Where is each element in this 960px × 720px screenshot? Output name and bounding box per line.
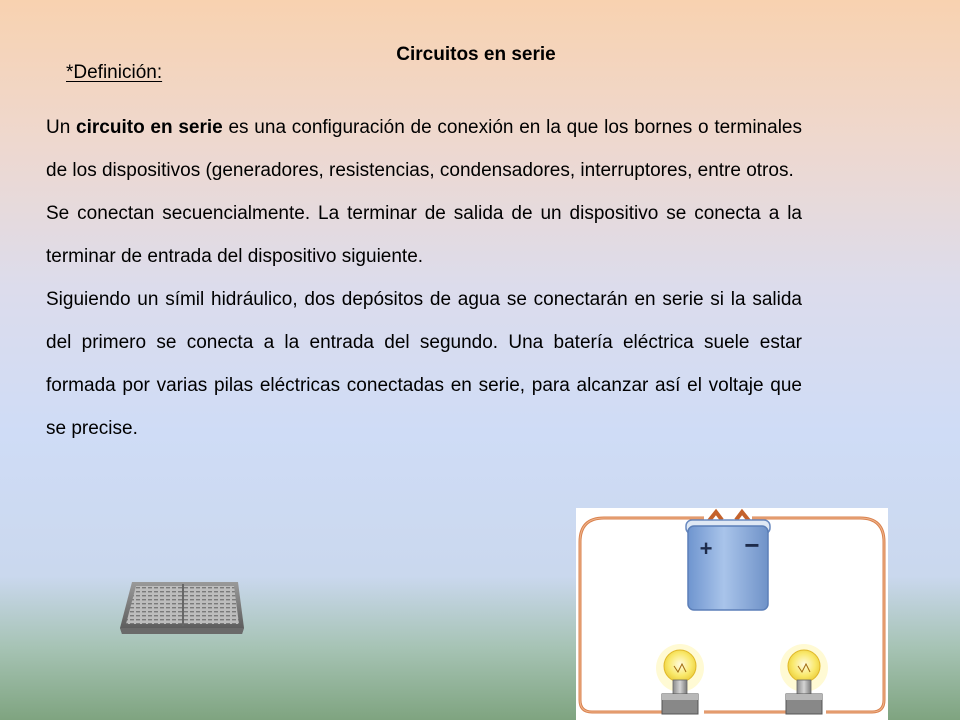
series-circuit-illustration bbox=[576, 508, 888, 720]
paragraph-2-segment-1: Se conectan secuencialmente. La terminar de salida de un dispositivo se conecta a la terminar de entrada del dispositivo siguiente. bbox=[46, 203, 802, 267]
slide-title: Circuitos en serie bbox=[396, 44, 556, 65]
battery-icon bbox=[686, 520, 770, 610]
light-bulb-icon bbox=[656, 644, 704, 714]
paragraph-1 bbox=[46, 106, 802, 192]
paragraph-3-segment-1: Siguiendo un símil hidráulico, dos depósitos de agua se conectarán en serie si la salida del primero se conecta a la entrada del segundo. Una batería eléctrica suele estar formada por varias pilas eléctricas conectadas en serie, para alcanzar así el voltaje que se precise. bbox=[46, 289, 802, 439]
battery-minus-label: − bbox=[744, 530, 760, 560]
definition-heading: *Definición: bbox=[66, 62, 163, 83]
book-icon bbox=[118, 578, 248, 638]
paragraph-3 bbox=[46, 278, 802, 450]
paragraph-1-segment-3: es una configuración de conexión en la que los bornes o terminales de los dispositivos (generadores, resistencias, condensadores, interruptores, entre otros. bbox=[46, 117, 802, 181]
battery-plus-label: + bbox=[699, 536, 713, 561]
body-text bbox=[46, 106, 802, 450]
paragraph-1-term: circuito en serie bbox=[76, 117, 223, 138]
light-bulb-icon bbox=[780, 644, 828, 714]
paragraph-1-segment-1: Un bbox=[46, 117, 77, 138]
paragraph-2 bbox=[46, 192, 802, 278]
